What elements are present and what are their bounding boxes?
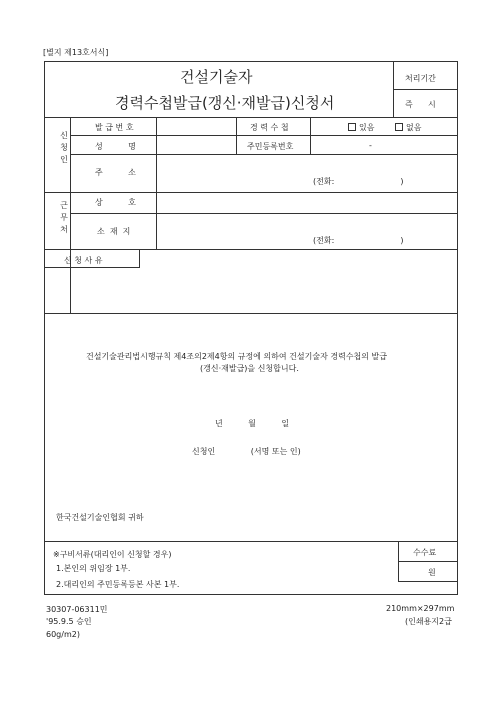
addressee: 한국건설기술인협회 귀하 bbox=[56, 513, 144, 522]
form-number: [별지 제13호서식] bbox=[43, 48, 109, 57]
career-book-no[interactable]: 없음 bbox=[395, 122, 421, 133]
career-book-yes[interactable]: 있음 bbox=[348, 122, 374, 133]
rrn-label: 주민등록번호 bbox=[247, 142, 294, 151]
location-label: 소 재 지 bbox=[97, 227, 131, 236]
footer-paper: (인쇄용지2급 bbox=[405, 617, 452, 626]
reason-field[interactable] bbox=[140, 249, 458, 312]
address-label: 주 소 bbox=[95, 168, 136, 177]
docs-heading: ※구비서류(대리인이 신청할 경우) bbox=[53, 550, 172, 559]
docs-item1: 1.본인의 위임장 1부. bbox=[56, 564, 131, 573]
issue-no-label: 발 급 번 호 bbox=[95, 123, 134, 132]
career-book-label: 경 력 수 첩 bbox=[250, 123, 289, 132]
docs-item2: 2.대리인의 주민등록등본 사본 1부. bbox=[56, 580, 180, 589]
applicant-group-label: 신청인 bbox=[60, 131, 68, 164]
processing-value: 즉 시 bbox=[405, 100, 436, 109]
title-line1: 건설기술자 bbox=[180, 68, 253, 86]
title-line2: 경력수첩발급(갱신·재발급)신청서 bbox=[115, 94, 335, 112]
date-text: 년 월 일 bbox=[215, 419, 290, 428]
workplace-group-label: 근무처 bbox=[60, 201, 68, 234]
company-label: 상 호 bbox=[95, 198, 136, 207]
fee-label: 수수료 bbox=[413, 548, 437, 557]
processing-label: 처리기간 bbox=[405, 74, 436, 83]
statement-line2: (갱신·재발급)을 신청합니다. bbox=[200, 364, 299, 373]
footer-paper-weight: 60g/m2) bbox=[46, 630, 80, 639]
footer-approval: '95.9.5 승인 bbox=[46, 617, 92, 626]
name-label: 성 명 bbox=[95, 142, 136, 151]
rrn-separator: - bbox=[369, 141, 372, 150]
workplace-phone: (전화: ) bbox=[313, 236, 404, 245]
fee-value: 원 bbox=[428, 568, 436, 577]
applicant-phone: (전화: ) bbox=[313, 177, 404, 186]
footer-code: 30307-06311민 bbox=[46, 605, 108, 614]
footer-size: 210mm×297mm bbox=[386, 604, 455, 613]
yes-checkbox[interactable] bbox=[348, 123, 356, 131]
reason-label: 신 청 사 유 bbox=[64, 256, 103, 265]
no-checkbox[interactable] bbox=[395, 123, 403, 131]
applicant-signature: 신청인 (서명 또는 인) bbox=[192, 447, 301, 456]
statement-line1: 건설기술관리법시행규칙 제4조의2제4항의 규정에 의하여 건설기술자 경력수첩의 발급 bbox=[86, 352, 388, 361]
